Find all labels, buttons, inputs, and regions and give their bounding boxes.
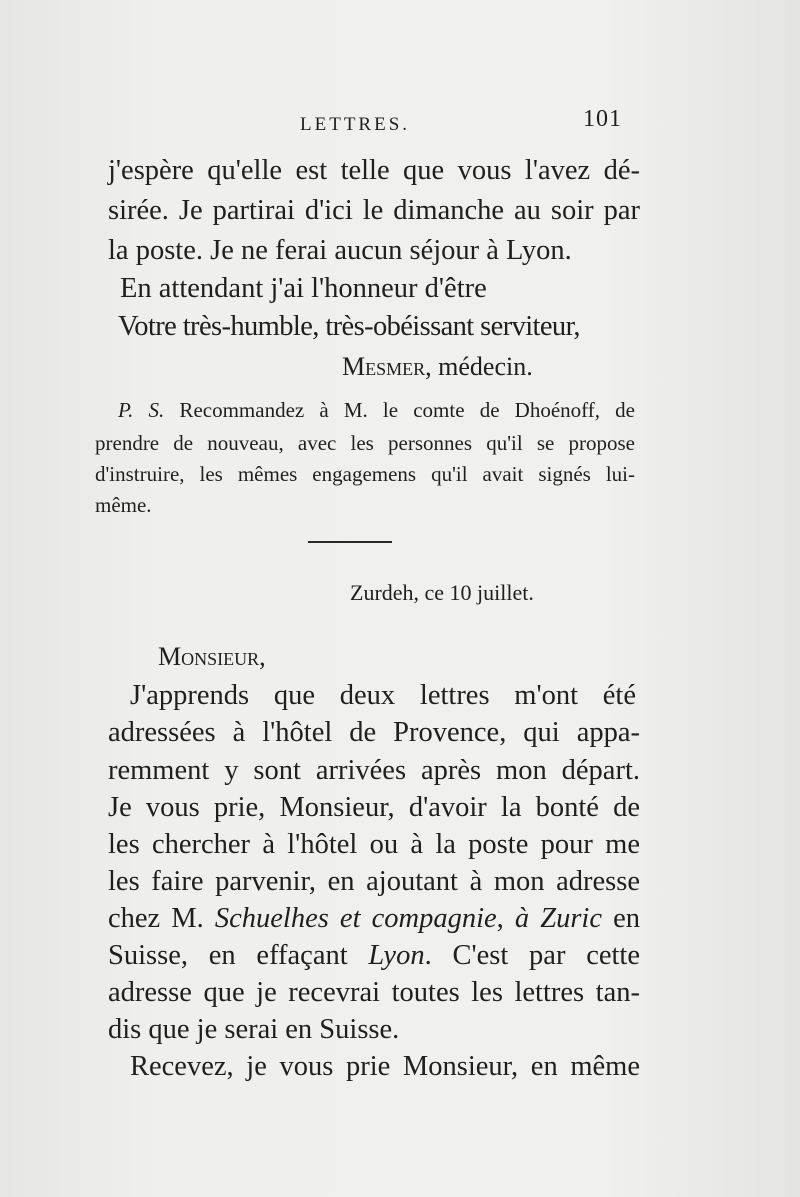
dateline: Zurdeh, ce 10 juillet. [350, 580, 534, 605]
salutation: Monsieur, [158, 642, 266, 671]
separator-rule [308, 541, 392, 543]
body-line: Recevez, je vous prie Monsieur, en même [130, 1051, 640, 1082]
body-line: remment y sont arrivées après mon départ. [108, 755, 640, 786]
postscript-text: Recommandez à M. le comte de Dhoénoff, de [164, 398, 635, 422]
closing-line: En attendant j'ai l'honneur d'être [120, 273, 487, 304]
closing-line: Votre très-humble, très-obéissant serviteur, [118, 311, 580, 342]
body-line: dis que je serai en Suisse. [108, 1014, 400, 1045]
postscript-line: d'instruire, les mêmes engagemens qu'il avait signés lui- [95, 462, 635, 486]
postscript-line: prendre de nouveau, avec les personnes qu'il se propose [95, 431, 635, 455]
running-title: LETTRES. [300, 114, 411, 135]
postscript-line [118, 398, 635, 423]
italic-run: Lyon [368, 940, 425, 971]
body-line: adressées à l'hôtel de Provence, qui appa- [108, 717, 640, 748]
body-line: j'espère qu'elle est telle que vous l'avez dé- [108, 155, 640, 186]
italic-run: Schuelhes et compagnie [214, 903, 497, 934]
body-line: J'apprends que deux lettres m'ont été [130, 680, 636, 711]
body-line: Je vous prie, Monsieur, d'avoir la bonté de [108, 792, 640, 823]
body-line [108, 903, 640, 935]
body-line [108, 940, 640, 972]
page-number: 101 [583, 106, 622, 132]
signature [342, 352, 533, 382]
signature-name: Mesmer [342, 352, 426, 381]
body-line: les faire parvenir, en ajoutant à mon adresse [108, 866, 640, 897]
text-run: , [496, 903, 515, 934]
italic-run: à Zuric [514, 903, 603, 934]
body-line: les chercher à l'hôtel ou à la poste pour me [108, 829, 640, 860]
text-run: . C'est par cette [424, 940, 640, 971]
postscript-label: P. S. [118, 398, 165, 422]
body-line: sirée. Je partirai d'ici le dimanche au soir par [108, 195, 640, 226]
body-line: la poste. Je ne ferai aucun séjour à Lyon. [108, 235, 572, 266]
text-run: Suisse, en effaçant [108, 940, 369, 971]
text-run: chez M. [108, 903, 215, 934]
text-run: en [602, 903, 641, 934]
signature-title: , médecin. [425, 352, 533, 381]
postscript-line: même. [95, 493, 152, 517]
body-line: adresse que je recevrai toutes les lettres tan- [108, 977, 640, 1008]
